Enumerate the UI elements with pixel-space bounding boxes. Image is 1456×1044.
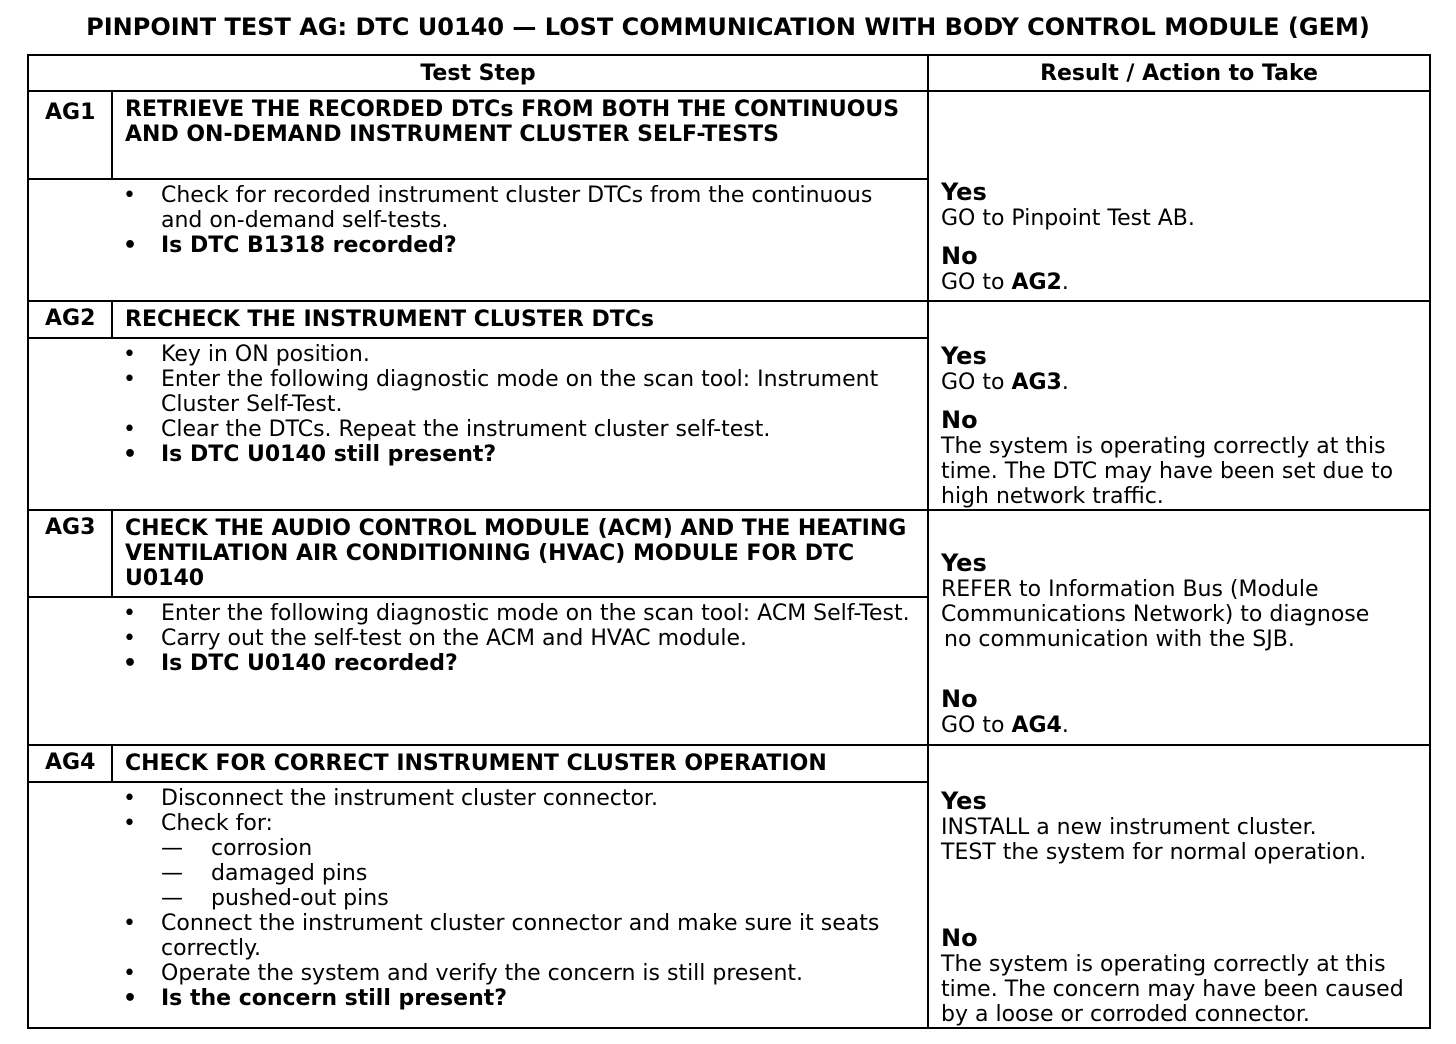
step-body — [28, 338, 928, 510]
yes-label: Yes — [941, 341, 987, 370]
step-heading: CHECK THE AUDIO CONTROL MODULE (ACM) AND THE HEATING VENTILATION AIR CONDITIONING (HVAC) MODULE FOR DTC U0140 — [112, 510, 928, 597]
step-id: AG4 — [28, 745, 112, 782]
sub-list-item: — pushed-out pins — [161, 886, 389, 911]
list-item: • Check for recorded instrument cluster DTCs from the continuous and on-demand self-tests. — [123, 183, 873, 233]
pinpoint-test-table — [27, 54, 1431, 1029]
yes-action: GO to Pinpoint Test AB. — [941, 206, 1195, 231]
step-question: • Is the concern still present? — [123, 986, 508, 1011]
list-item: • Key in ON position. — [123, 342, 370, 367]
yes-label: Yes — [941, 787, 987, 815]
no-action: GO to AG2. — [941, 270, 1069, 295]
yes-action-line: REFER to Information Bus (Module — [941, 576, 1319, 602]
yes-action-line: INSTALL a new instrument cluster. — [941, 815, 1317, 840]
yes-action: GO to AG3. — [941, 369, 1069, 395]
table-header-row — [28, 55, 1430, 91]
yes-label: Yes — [941, 548, 987, 577]
list-item: • Enter the following diagnostic mode on the scan tool: Instrument Cluster Self-Test. — [123, 367, 879, 417]
step-result — [928, 745, 1430, 1028]
step-id: AG1 — [28, 91, 112, 179]
go-to-label: GO to — [941, 369, 1012, 395]
list-item: • Clear the DTCs. Repeat the instrument cluster self-test. — [123, 417, 771, 442]
step-heading-row — [28, 91, 1430, 179]
yes-label: Yes — [941, 178, 987, 206]
step-heading: RETRIEVE THE RECORDED DTCs FROM BOTH THE CONTINUOUS AND ON-DEMAND INSTRUMENT CLUSTER SELF-TESTS — [112, 91, 928, 179]
step-body — [28, 782, 928, 1028]
no-label: No — [941, 924, 978, 952]
yes-action-line: TEST the system for normal operation. — [941, 840, 1367, 865]
no-action: GO to AG4. — [941, 712, 1069, 738]
no-action: The system is operating correctly at this time. The concern may have been caused by a loose or corroded connector. — [941, 952, 1404, 1027]
list-item: • Connect the instrument cluster connector and make sure it seats correctly. — [123, 911, 880, 961]
step-heading-row — [28, 301, 1430, 338]
no-action: The system is operating correctly at this time. The DTC may have been set due to high network traffic. — [941, 433, 1394, 509]
step-result — [928, 301, 1430, 510]
list-item: • Disconnect the instrument cluster connector. — [123, 786, 658, 811]
no-label: No — [941, 684, 978, 713]
no-label: No — [941, 242, 978, 270]
list-item: • Enter the following diagnostic mode on the scan tool: ACM Self-Test. — [123, 601, 910, 626]
step-question: • Is DTC U0140 recorded? — [123, 651, 458, 676]
step-body — [28, 179, 928, 301]
list-item: • Carry out the self-test on the ACM and HVAC module. — [123, 626, 748, 651]
list-item: • Check for: — corrosion — damaged pins — pushed-out pins — [113, 811, 917, 911]
step-result — [928, 91, 1430, 301]
go-to-step: AG2 — [1011, 270, 1062, 295]
yes-action-line: Communications Network) to diagnose — [941, 601, 1370, 627]
step-body — [28, 597, 928, 745]
sub-list-item: — damaged pins — [161, 861, 368, 886]
list-item: • Operate the system and verify the concern is still present. — [123, 961, 804, 986]
step-heading: RECHECK THE INSTRUMENT CLUSTER DTCs — [112, 301, 928, 338]
no-label: No — [941, 405, 978, 434]
header-result-action: Result / Action to Take — [928, 55, 1430, 91]
step-question: • Is DTC U0140 still present? — [123, 442, 497, 467]
step-question: • Is DTC B1318 recorded? — [123, 233, 457, 258]
sub-list-item: — corrosion — [161, 836, 313, 861]
step-result — [928, 510, 1430, 745]
step-heading-row — [28, 510, 1430, 597]
go-to-label: GO to — [941, 712, 1012, 738]
go-to-step: AG3 — [1011, 369, 1062, 395]
step-heading-row — [28, 745, 1430, 782]
step-id: AG2 — [28, 301, 112, 338]
step-id: AG3 — [28, 510, 112, 597]
header-test-step: Test Step — [28, 55, 928, 91]
document-title: PINPOINT TEST AG: DTC U0140 — LOST COMMUNICATION WITH BODY CONTROL MODULE (GEM) — [86, 13, 1370, 41]
yes-action-line: no communication with the SJB. — [944, 626, 1295, 652]
step-heading: CHECK FOR CORRECT INSTRUMENT CLUSTER OPERATION — [112, 745, 928, 782]
go-to-step: AG4 — [1011, 712, 1062, 738]
go-to-label: GO to — [941, 270, 1012, 295]
